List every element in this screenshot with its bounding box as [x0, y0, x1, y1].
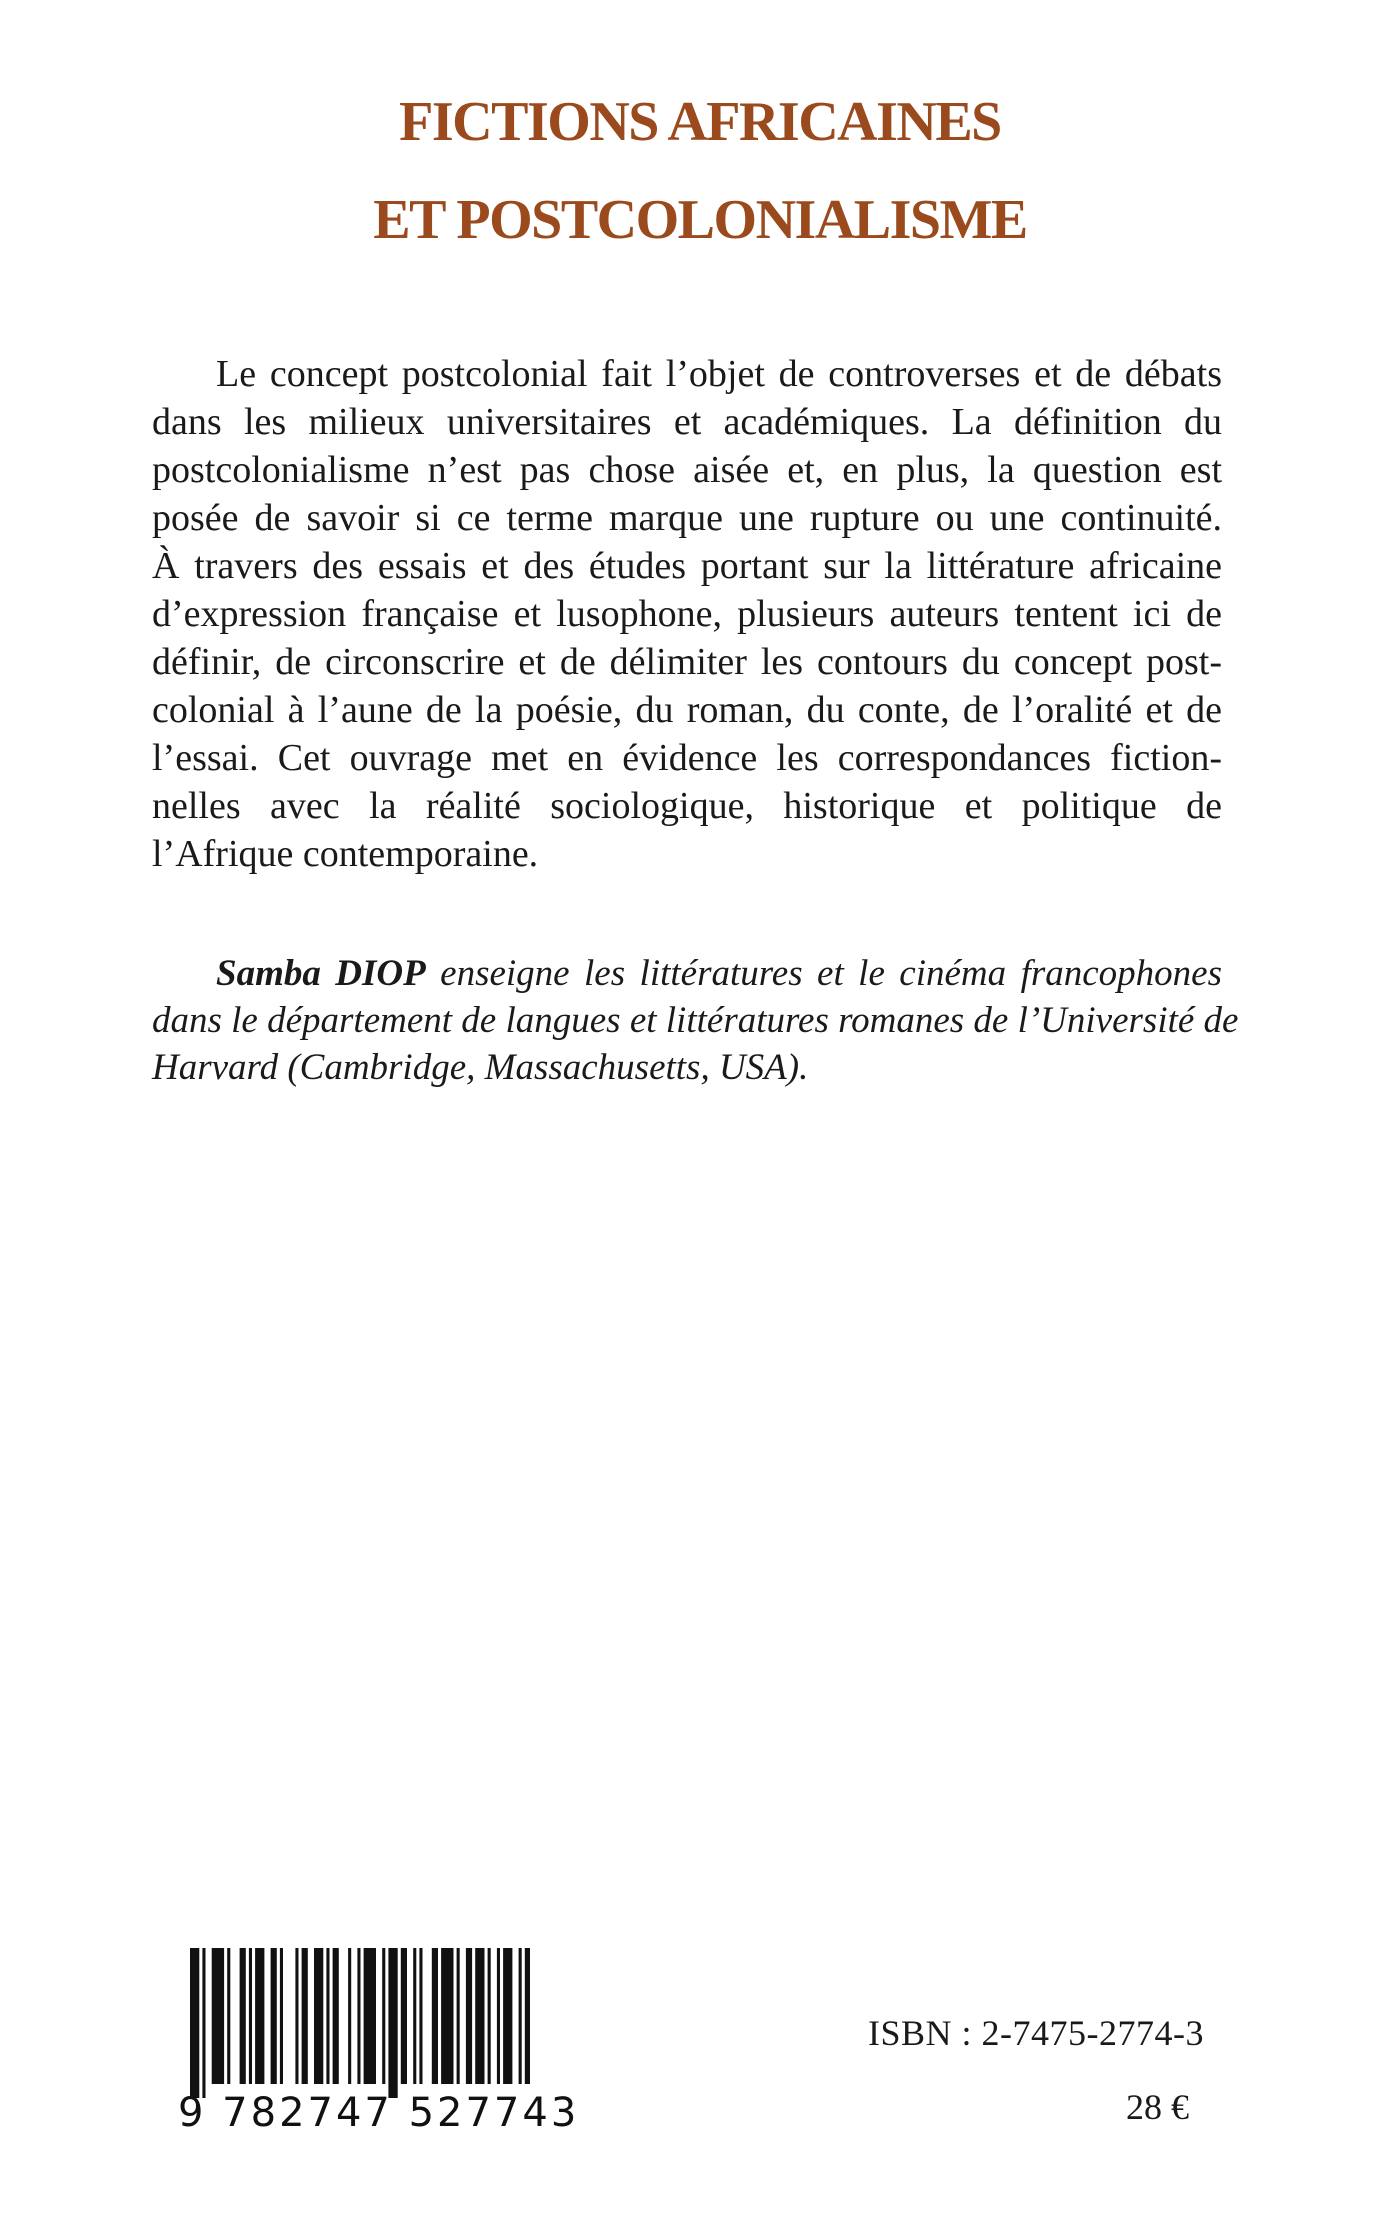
book-title-line-2: ET POSTCOLONIALISME — [373, 189, 1027, 251]
summary-line: d’expression française et lusophone, plusieurs auteurs tentent ici de — [152, 593, 1222, 635]
barcode-bar — [503, 1948, 512, 2084]
barcode-bar — [280, 1948, 283, 2084]
barcode-bar — [326, 1948, 329, 2084]
barcode-graphic — [188, 1948, 530, 2098]
book-summary — [152, 350, 1222, 878]
author-bio-text: enseigne les littératures et le cinéma francophones — [425, 953, 1222, 994]
barcode-bar — [419, 1948, 422, 2084]
barcode-digits: 9 782747 527743 — [178, 2090, 580, 2136]
barcode-bar — [382, 1948, 385, 2084]
summary-line: l’Afrique contemporaine. — [152, 833, 539, 875]
author-bio-line: dans le département de langues et littératures romanes de l’Université de — [152, 1000, 1239, 1041]
barcode-bar — [388, 1948, 397, 2098]
isbn: ISBN : 2-7475-2774-3 — [868, 2013, 1204, 2053]
barcode-bar — [302, 1948, 308, 2084]
barcode-bar — [249, 1948, 252, 2084]
barcode-bar — [413, 1948, 416, 2084]
author-bio-line: Harvard (Cambridge, Massachusetts, USA). — [152, 1047, 809, 1088]
summary-line: définir, de circonscrire et de délimiter les contours du concept post- — [152, 641, 1222, 683]
summary-line: postcolonialisme n’est pas chose aisée et, en plus, la question est — [152, 449, 1222, 491]
summary-line: dans les milieux universitaires et académiques. La définition du — [152, 401, 1222, 443]
summary-line: colonial à l’aune de la poésie, du roman, du conte, de l’oralité et de — [152, 689, 1222, 731]
barcode-bar — [212, 1948, 224, 2084]
author-bio — [152, 950, 1239, 1091]
barcode-bar — [240, 1948, 246, 2084]
barcode-bar — [333, 1948, 339, 2084]
barcode-bar — [348, 1948, 351, 2084]
summary-line: l’essai. Cet ouvrage met en évidence les correspondances fiction- — [152, 737, 1222, 779]
barcode-bar — [488, 1948, 491, 2084]
author-name: Samba DIOP — [216, 953, 426, 994]
barcode-bar — [202, 1948, 205, 2098]
barcode-bar — [295, 1948, 298, 2084]
barcode-bar — [227, 1948, 230, 2084]
barcode-bar — [519, 1948, 522, 2084]
barcode-bar — [357, 1948, 360, 2084]
barcode-bar — [525, 1948, 530, 2084]
book-title-line-1: FICTIONS AFRICAINES — [399, 91, 1001, 153]
barcode-bar — [401, 1948, 407, 2084]
barcode-bar — [466, 1948, 472, 2084]
barcode-bar — [271, 1948, 277, 2084]
summary-line: Le concept postcolonial fait l’objet de controverses et de débats — [216, 353, 1222, 395]
barcode-bar — [497, 1948, 500, 2084]
barcode-bar — [475, 1948, 484, 2084]
barcode-bar — [364, 1948, 376, 2084]
barcode-bar — [441, 1948, 453, 2084]
barcode-bar — [255, 1948, 264, 2084]
summary-line: posée de savoir si ce terme marque une rupture ou une continuité. — [152, 497, 1222, 539]
barcode-bar — [432, 1948, 438, 2084]
summary-line: À travers des essais et des études portant sur la littérature africaine — [152, 545, 1222, 587]
summary-line: nelles avec la réalité sociologique, historique et politique de — [152, 785, 1222, 827]
barcode — [188, 1948, 530, 2098]
barcode-bar — [190, 1948, 199, 2098]
barcode-bar — [457, 1948, 460, 2084]
price: 28 € — [1126, 2087, 1189, 2127]
barcode-bar — [314, 1948, 323, 2084]
author-bio-line — [152, 950, 1222, 997]
